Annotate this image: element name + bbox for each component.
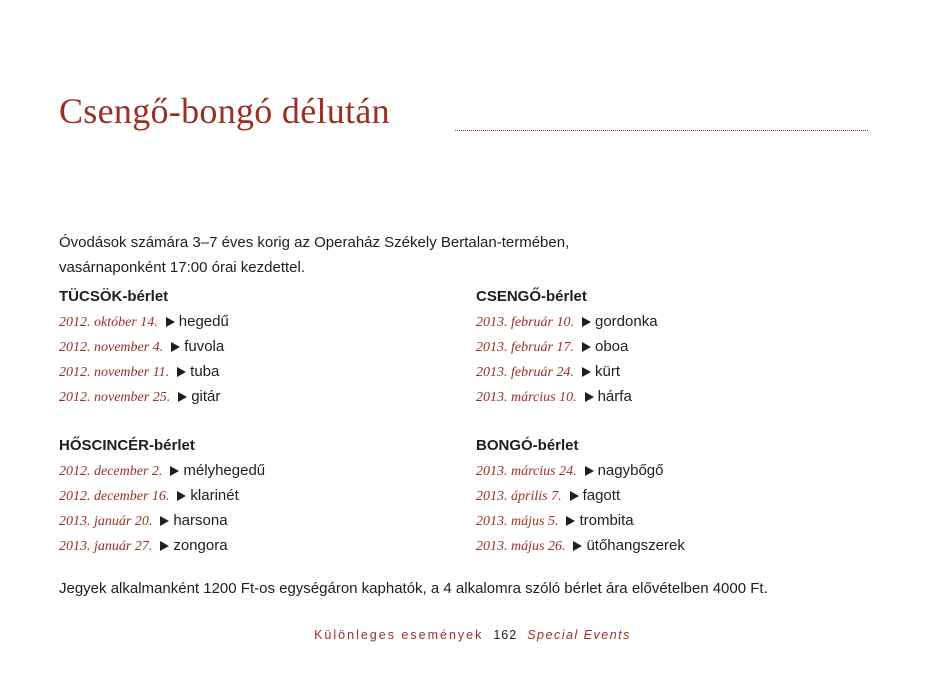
instrument: klarinét	[190, 487, 239, 504]
ticket-price-note: Jegyek alkalmanként 1200 Ft-os egységáron kaphatók, a 4 alkalomra szóló bérlet ára elővételben 4000 Ft.	[59, 580, 768, 597]
intro-text	[59, 230, 659, 280]
season-ticket-hoscincer	[59, 433, 459, 558]
list-item	[476, 483, 876, 508]
instrument: gitár	[191, 388, 221, 405]
event-date: 2013. április 7.	[476, 489, 562, 504]
event-date: 2013. május 5.	[476, 514, 559, 529]
list-item	[476, 309, 876, 334]
title-dotted-rule	[455, 130, 868, 131]
play-arrow-icon	[170, 466, 179, 476]
list-item	[59, 334, 459, 359]
list-item	[59, 384, 459, 409]
event-date: 2013. január 27.	[59, 539, 153, 554]
event-date: 2013. január 20.	[59, 514, 153, 529]
list-item	[59, 483, 459, 508]
play-arrow-icon	[166, 317, 175, 327]
event-date: 2013. március 24.	[476, 464, 577, 479]
page-number: 162	[493, 628, 518, 642]
footer-section-en: Special Events	[527, 628, 631, 642]
list-item	[476, 334, 876, 359]
play-arrow-icon	[178, 392, 187, 402]
instrument: oboa	[595, 338, 629, 355]
play-arrow-icon	[585, 392, 594, 402]
play-arrow-icon	[160, 516, 169, 526]
event-date: 2012. november 4.	[59, 340, 164, 355]
instrument: harsona	[173, 512, 228, 529]
intro-line-1: Óvodások számára 3–7 éves korig az Operaház Székely Bertalan-termében,	[59, 234, 570, 251]
instrument: hárfa	[597, 388, 632, 405]
event-date: 2012. november 25.	[59, 390, 171, 405]
play-arrow-icon	[582, 342, 591, 352]
instrument: mélyhegedű	[183, 462, 266, 479]
list-item	[59, 458, 459, 483]
event-date: 2013. február 10.	[476, 315, 574, 330]
section-heading: HŐSCINCÉR-bérlet	[59, 437, 195, 454]
play-arrow-icon	[171, 342, 180, 352]
event-date: 2013. február 24.	[476, 365, 574, 380]
page-title: Csengő-bongó délután	[59, 91, 390, 131]
play-arrow-icon	[582, 317, 591, 327]
section-heading: TÜCSÖK-bérlet	[59, 288, 169, 305]
section-heading: BONGÓ-bérlet	[476, 437, 579, 454]
list-item	[476, 458, 876, 483]
play-arrow-icon	[566, 516, 575, 526]
list-item	[476, 384, 876, 409]
event-date: 2012. december 16.	[59, 489, 170, 504]
instrument: zongora	[173, 537, 228, 554]
event-date: 2012. november 11.	[59, 365, 170, 380]
play-arrow-icon	[177, 491, 186, 501]
list-item	[59, 359, 459, 384]
event-date: 2012. december 2.	[59, 464, 163, 479]
play-arrow-icon	[570, 491, 579, 501]
list-item	[59, 533, 459, 558]
instrument: nagybőgő	[597, 462, 664, 479]
event-date: 2013. május 26.	[476, 539, 566, 554]
season-ticket-tucsok	[59, 284, 459, 409]
intro-line-2: vasárnaponként 17:00 órai kezdettel.	[59, 259, 305, 276]
play-arrow-icon	[177, 367, 186, 377]
instrument: trombita	[579, 512, 634, 529]
instrument: fuvola	[184, 338, 225, 355]
event-date: 2012. október 14.	[59, 315, 158, 330]
list-item	[59, 309, 459, 334]
season-ticket-csengo	[476, 284, 876, 409]
season-ticket-bongo	[476, 433, 876, 558]
instrument: tuba	[190, 363, 220, 380]
list-item	[59, 508, 459, 533]
footer-section-hu: Különleges események	[314, 628, 484, 642]
section-heading: CSENGŐ-bérlet	[476, 288, 587, 305]
page-footer	[0, 624, 945, 646]
play-arrow-icon	[573, 541, 582, 551]
play-arrow-icon	[160, 541, 169, 551]
list-item	[476, 359, 876, 384]
instrument: fagott	[582, 487, 621, 504]
play-arrow-icon	[582, 367, 591, 377]
event-date: 2013. március 10.	[476, 390, 577, 405]
event-date: 2013. február 17.	[476, 340, 574, 355]
list-item	[476, 533, 876, 558]
list-item	[476, 508, 876, 533]
instrument: kürt	[595, 363, 621, 380]
play-arrow-icon	[585, 466, 594, 476]
instrument: hegedű	[178, 313, 229, 330]
instrument: gordonka	[595, 313, 658, 330]
instrument: ütőhangszerek	[586, 537, 685, 554]
